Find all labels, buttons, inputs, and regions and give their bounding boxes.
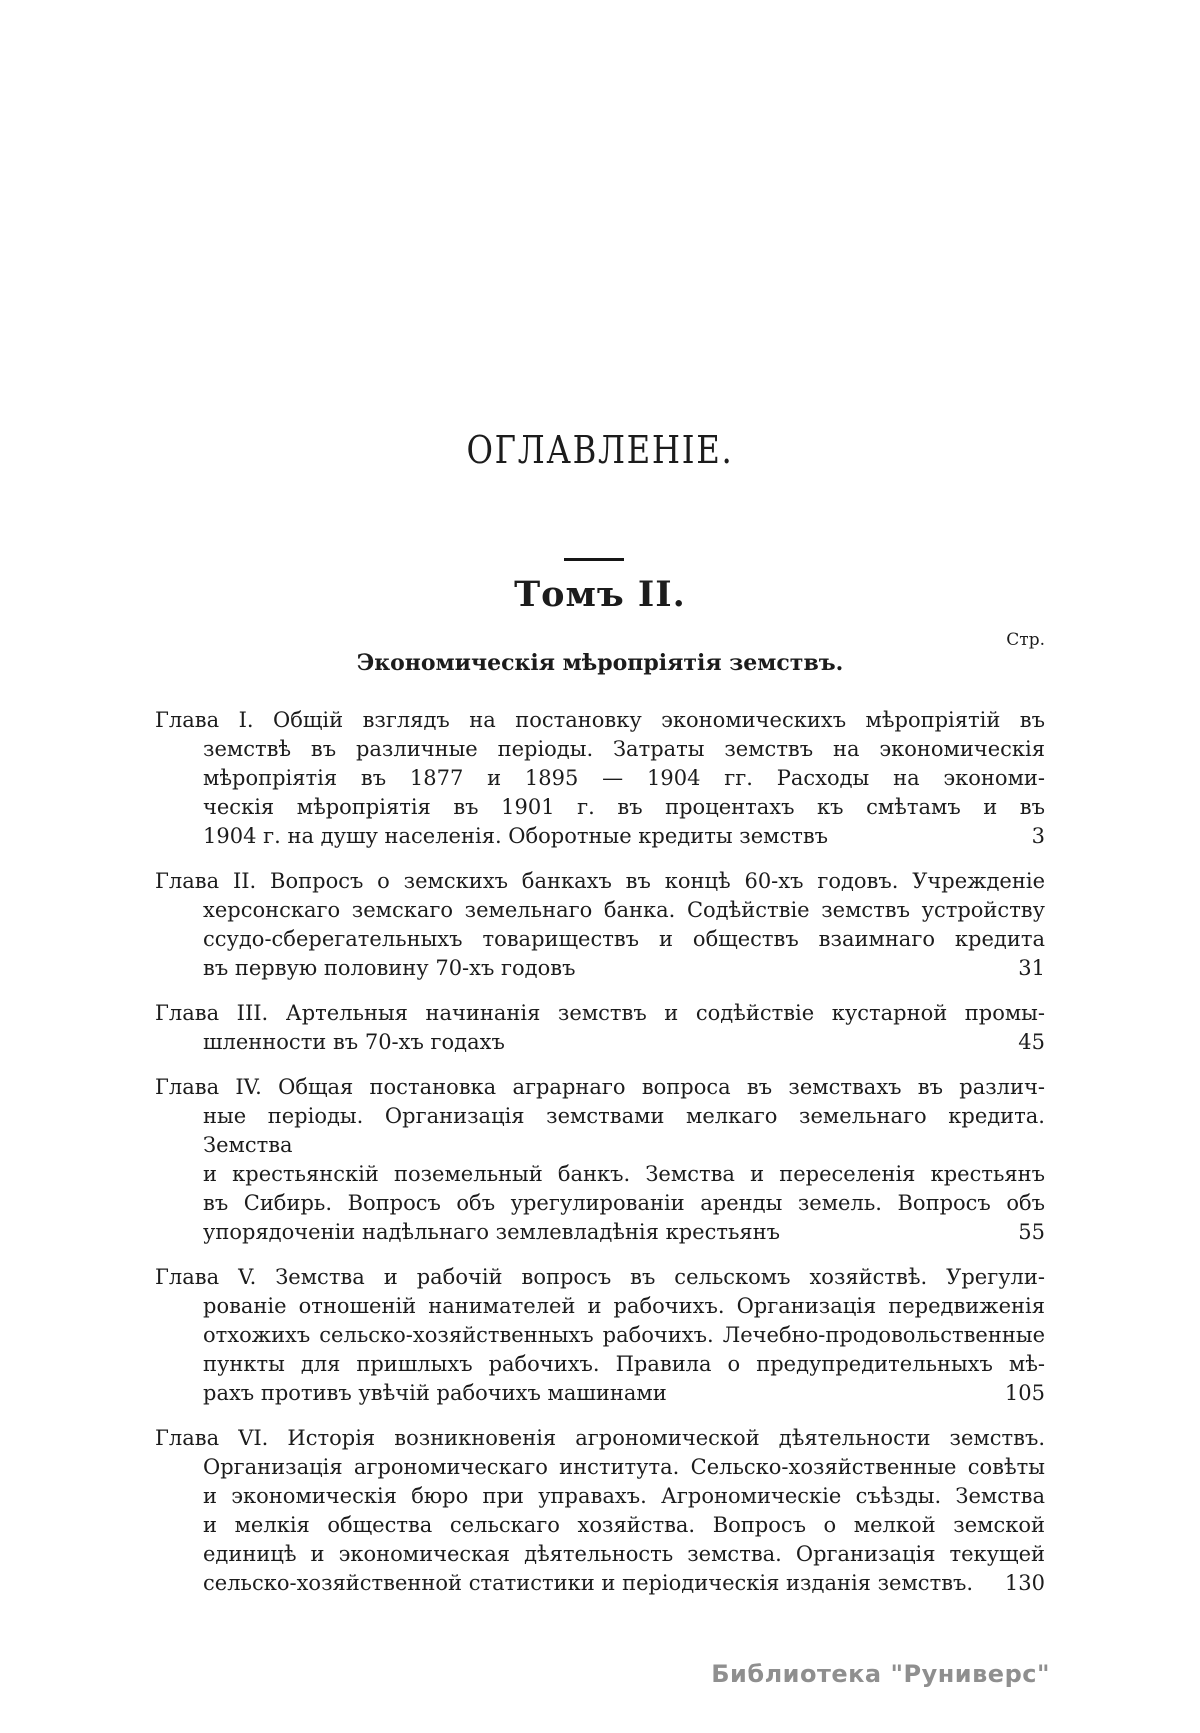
page-number: 55 xyxy=(1018,1220,1045,1244)
toc-entry-chapter-2 xyxy=(155,867,1045,983)
toc-line: ческія мѣропріятія въ 1901 г. въ процентахъ къ смѣтамъ и въ xyxy=(203,795,1045,819)
library-watermark: Библиотека "Руниверс" xyxy=(711,1660,1050,1688)
toc-line: пункты для пришлыхъ рабочихъ. Правила о предупредительныхъ мѣ- xyxy=(203,1352,1045,1376)
toc-line: Глава IV. Общая постановка аграрнаго вопроса въ земствахъ въ различ- xyxy=(155,1075,1045,1099)
toc-line-text: 1904 г. на душу населенія. Оборотные кредиты земствъ xyxy=(203,824,829,848)
toc-line-text: упорядоченіи надѣльнаго землевладѣнія крестьянъ xyxy=(203,1220,780,1244)
toc-entry-chapter-6 xyxy=(155,1424,1045,1598)
page-number: 130 xyxy=(1004,1571,1045,1595)
toc-line: Глава VI. Исторія возникновенія агрономической дѣятельности земствъ. xyxy=(155,1426,1045,1450)
toc-line: ные періоды. Организація земствами мелкаго земельнаго кредита. Земства xyxy=(203,1104,1045,1157)
toc-entry-chapter-4 xyxy=(155,1073,1045,1247)
toc-line: и экономическія бюро при управахъ. Агрономическіе съѣзды. Земства xyxy=(203,1484,1045,1508)
toc-line: херсонскаго земскаго земельнаго банка. Содѣйствіе земствъ устройству xyxy=(203,898,1045,922)
toc-line: и мелкія общества сельскаго хозяйства. Вопросъ о мелкой земской xyxy=(203,1513,1045,1537)
toc-line-text: въ первую половину 70-хъ годовъ xyxy=(203,956,576,980)
toc-line: Глава V. Земства и рабочій вопросъ въ сельскомъ хозяйствѣ. Урегули- xyxy=(155,1265,1045,1289)
toc-entry-chapter-5 xyxy=(155,1263,1045,1408)
toc-line: Глава I. Общій взглядъ на постановку экономическихъ мѣропріятій въ xyxy=(155,708,1045,732)
page-number: 3 xyxy=(1031,824,1045,848)
toc-line xyxy=(155,954,1045,983)
toc-line: мѣропріятія въ 1877 и 1895 — 1904 гг. Расходы на экономи- xyxy=(203,766,1045,790)
toc-line xyxy=(155,1218,1045,1247)
toc-line: въ Сибирь. Вопросъ объ урегулированіи аренды земель. Вопросъ объ xyxy=(203,1191,1045,1215)
page-number: 45 xyxy=(1018,1030,1045,1054)
table-of-contents xyxy=(155,706,1045,1614)
toc-line xyxy=(155,822,1045,851)
toc-line: и крестьянскій поземельный банкъ. Земства и переселенія крестьянъ xyxy=(203,1162,1045,1186)
page-number: 105 xyxy=(1004,1381,1045,1405)
toc-line xyxy=(155,1569,1045,1598)
toc-line: Глава III. Артельныя начинанія земствъ и содѣйствіе кустарной промы- xyxy=(155,1001,1045,1025)
toc-line: Глава II. Вопросъ о земскихъ банкахъ въ концѣ 60-хъ годовъ. Учрежденіе xyxy=(155,869,1045,893)
toc-line-text: сельско-хозяйственной статистики и періодическія изданія земствъ. xyxy=(203,1571,974,1595)
toc-line: Организація агрономическаго института. Сельско-хозяйственные совѣты xyxy=(203,1455,1045,1479)
toc-line-text: шленности въ 70-хъ годахъ xyxy=(203,1030,505,1054)
toc-line: отхожихъ сельско-хозяйственныхъ рабочихъ. Лечебно-продовольственные xyxy=(203,1323,1045,1347)
toc-entry-chapter-3 xyxy=(155,999,1045,1057)
page-column-label: Стр. xyxy=(1006,630,1045,650)
toc-line: земствѣ въ различные періоды. Затраты земствъ на экономическія xyxy=(203,737,1045,761)
toc-line: рованіе отношеній нанимателей и рабочихъ. Организація передвиженія xyxy=(203,1294,1045,1318)
section-heading: Экономическія мѣропріятія земствъ. xyxy=(356,650,844,676)
toc-line xyxy=(155,1379,1045,1408)
toc-line-text: рахъ противъ увѣчій рабочихъ машинами xyxy=(203,1381,667,1405)
toc-line: ссудо-сберегательныхъ товариществъ и обществъ взаимнаго кредита xyxy=(203,927,1045,951)
page-number: 31 xyxy=(1018,956,1045,980)
toc-line: единицѣ и экономическая дѣятельность земства. Организація текущей xyxy=(203,1542,1045,1566)
toc-entry-chapter-1 xyxy=(155,706,1045,851)
divider-rule xyxy=(564,558,624,561)
volume-title: Томъ II. xyxy=(514,574,686,615)
page-title: ОГЛАВЛЕНІЕ. xyxy=(466,428,734,472)
toc-line xyxy=(155,1028,1045,1057)
